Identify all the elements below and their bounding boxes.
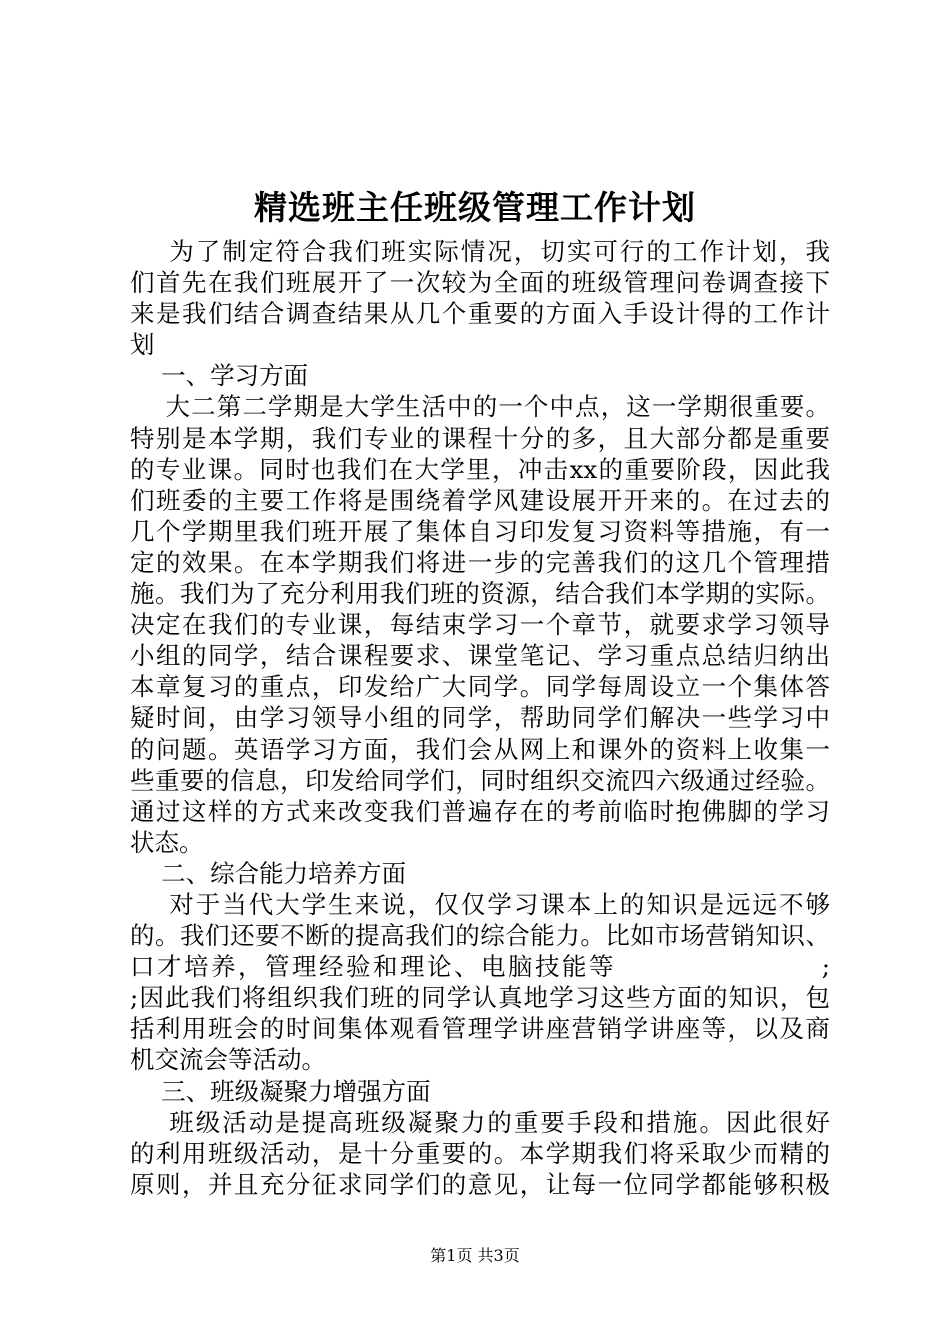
body-line: 来是我们结合调查结果从几个重要的方面入手设计得的工作计 [130, 299, 830, 329]
body-line: 小组的同学，结合课程要求、课堂笔记、学习重点总结归纳出 [130, 641, 830, 671]
body-line: 的。我们还要不断的提高我们的综合能力。比如市场营销知识、 [130, 921, 830, 951]
body-line: 原则，并且充分征求同学们的意见，让每一位同学都能够积极 [130, 1169, 830, 1199]
body-line: 决定在我们的专业课，每结束学习一个章节，就要求学习领导 [130, 610, 830, 640]
body-line: 大二第二学期是大学生活中的一个中点，这一学期很重要。 [130, 392, 830, 422]
body-line: 括利用班会的时间集体观看管理学讲座营销学讲座等，以及商 [130, 1014, 830, 1044]
body-line: 几个学期里我们班开展了集体自习印发复习资料等措施，有一 [130, 516, 830, 546]
body-line: 的利用班级活动，是十分重要的。本学期我们将采取少而精的 [130, 1138, 830, 1168]
body-line: 口才培养，管理经验和理论、电脑技能等 ; [130, 952, 830, 982]
body-line: 定的效果。在本学期我们将进一步的完善我们的这几个管理措 [130, 547, 830, 577]
body-line: 们班委的主要工作将是围绕着学风建设展开开来的。在过去的 [130, 485, 830, 515]
body-line: 施。我们为了充分利用我们班的资源，结合我们本学期的实际。 [130, 579, 830, 609]
document-body [130, 236, 830, 1200]
body-line: ;因此我们将组织我们班的同学认真地学习这些方面的知识，包 [130, 983, 830, 1013]
body-line: 特别是本学期，我们专业的课程十分的多，且大部分都是重要 [130, 423, 830, 453]
body-line: 们首先在我们班展开了一次较为全面的班级管理问卷调查接下 [130, 268, 830, 298]
body-line: 的问题。英语学习方面，我们会从网上和课外的资料上收集一 [130, 734, 830, 764]
body-line: 三、班级凝聚力增强方面 [130, 1076, 431, 1106]
body-line: 班级活动是提高班级凝聚力的重要手段和措施。因此很好 [130, 1107, 830, 1137]
body-line: 一、学习方面 [130, 361, 309, 391]
body-line: 通过这样的方式来改变我们普遍存在的考前临时抱佛脚的学习 [130, 796, 830, 826]
body-line: 对于当代大学生来说，仅仅学习课本上的知识是远远不够 [130, 889, 830, 919]
document-title: 精选班主任班级管理工作计划 [254, 188, 696, 227]
body-line: 为了制定符合我们班实际情况，切实可行的工作计划，我 [130, 237, 830, 266]
page-footer: 第1页 共3页 [430, 1246, 520, 1265]
body-line: 疑时间，由学习领导小组的同学，帮助同学们解决一些学习中 [130, 703, 830, 733]
body-line: 本章复习的重点，印发给广大同学。同学每周设立一个集体答 [130, 672, 830, 702]
body-line: 二、综合能力培养方面 [130, 858, 407, 888]
body-line: 些重要的信息，印发给同学们，同时组织交流四六级通过经验。 [130, 765, 830, 795]
body-line: 状态。 [130, 827, 204, 857]
body-line: 的专业课。同时也我们在大学里，冲击xx的重要阶段，因此我 [130, 454, 830, 484]
body-line: 划 [130, 330, 155, 360]
body-line: 机交流会等活动。 [130, 1045, 326, 1075]
